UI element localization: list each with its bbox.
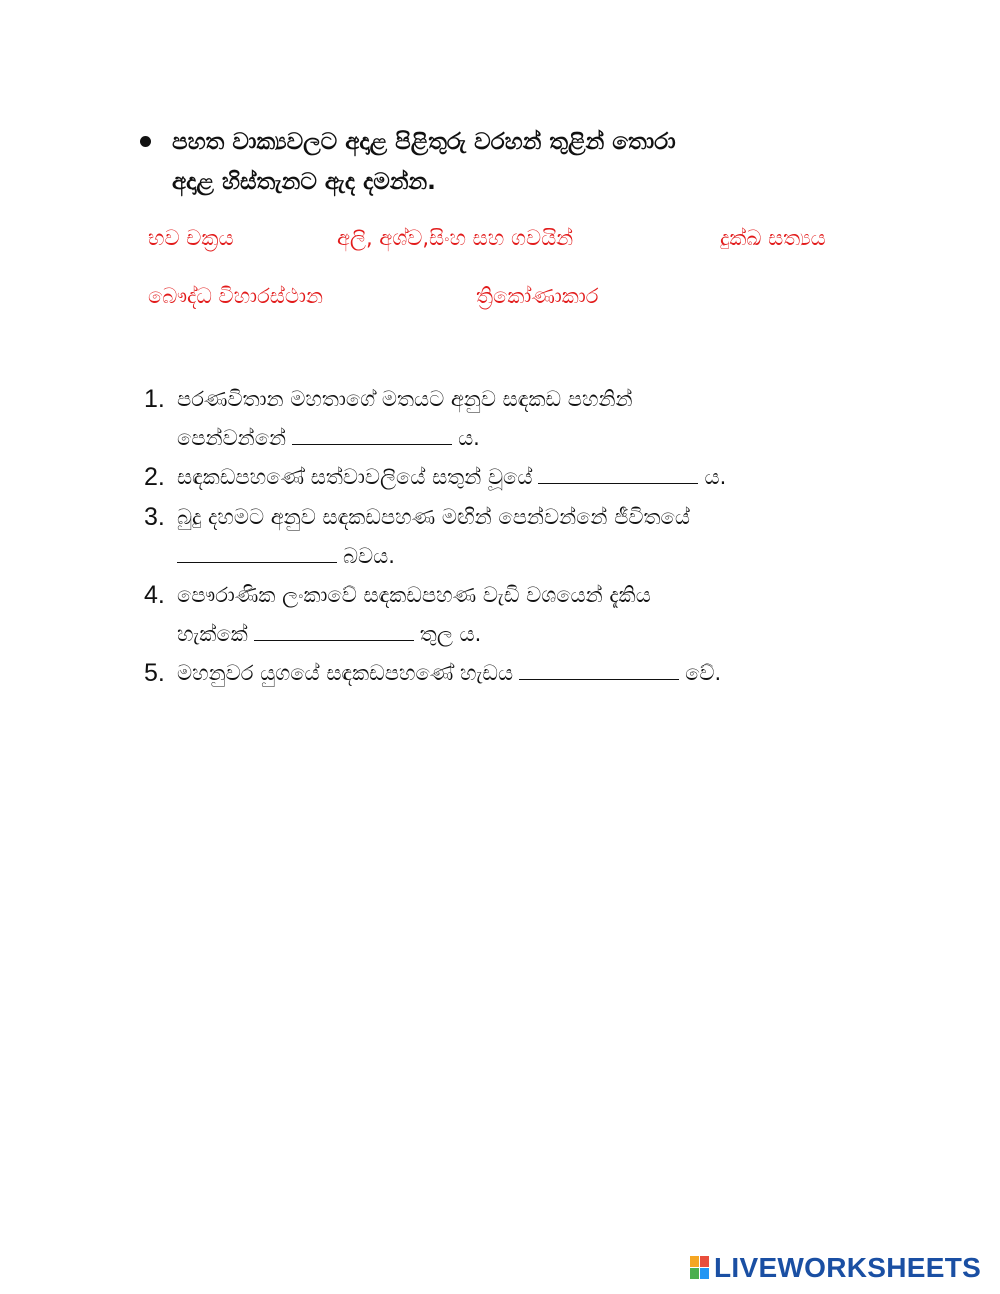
question-text: සඳකඩපහණේ සත්වාවලියේ සතුන් වූයේ	[177, 465, 533, 489]
question-5	[144, 654, 904, 693]
word-bank-option[interactable]: දුක්ඛ සත්‍යය	[720, 226, 826, 250]
answer-blank[interactable]	[177, 540, 337, 563]
question-text: බුදු දහමට අනුව සඳකඩපහණ මඟින් පෙන්වන්නේ ජීවිතයේ	[177, 505, 690, 529]
question-number: 3.	[144, 503, 165, 531]
instruction-text	[172, 122, 872, 202]
bullet-icon	[140, 136, 151, 147]
question-text: පරණවිතාන මහතාගේ මතයට අනුව සඳකඩ පහනින්	[177, 387, 633, 411]
question-text: ය.	[458, 426, 480, 450]
question-number: 5.	[144, 659, 165, 687]
answer-blank[interactable]	[254, 618, 414, 641]
question-text: බවය.	[343, 544, 395, 568]
question-2	[144, 458, 904, 497]
question-text: පෞරාණික ලංකාවේ සඳකඩපහණ වැඩි වශයෙන් දැකිය	[177, 583, 651, 607]
liveworksheets-logo-icon	[690, 1256, 710, 1280]
question-3	[144, 498, 904, 576]
question-number: 2.	[144, 463, 165, 491]
question-text: තුල ය.	[419, 622, 482, 646]
question-4	[144, 576, 904, 654]
question-number: 4.	[144, 581, 165, 609]
question-text: වේ.	[685, 661, 722, 685]
question-text: ය.	[704, 465, 727, 489]
answer-blank[interactable]	[538, 461, 698, 484]
answer-blank[interactable]	[519, 657, 679, 680]
instruction-line-1: පහත වාක්‍යවලට අදාළ පිළිතුරු වරහන් තුළින් තොරා	[172, 129, 676, 155]
brand-name: LIVEWORKSHEETS	[714, 1252, 982, 1283]
question-text: හැක්කේ	[177, 622, 248, 646]
question-text: මහනුවර යුගයේ සඳකඩපහණේ හැඩය	[177, 661, 514, 685]
word-bank-option[interactable]: ත්‍රිකෝණාකාර	[476, 284, 599, 308]
word-bank-option[interactable]: අලි, අශ්ව,සිංහ සහ ගවයින්	[337, 226, 574, 250]
word-bank-option[interactable]: බෞද්ධ විහාරස්ථාන	[148, 284, 324, 308]
question-text: පෙන්වන්නේ	[177, 426, 287, 450]
instruction-line-2: අදාළ හිස්තැනට ඇද දමන්න.	[172, 169, 436, 195]
question-1	[144, 380, 904, 458]
liveworksheets-logo	[690, 1252, 990, 1286]
word-bank-option[interactable]: භව චක්‍රය	[148, 226, 234, 250]
question-number: 1.	[144, 385, 165, 413]
answer-blank[interactable]	[292, 422, 452, 445]
